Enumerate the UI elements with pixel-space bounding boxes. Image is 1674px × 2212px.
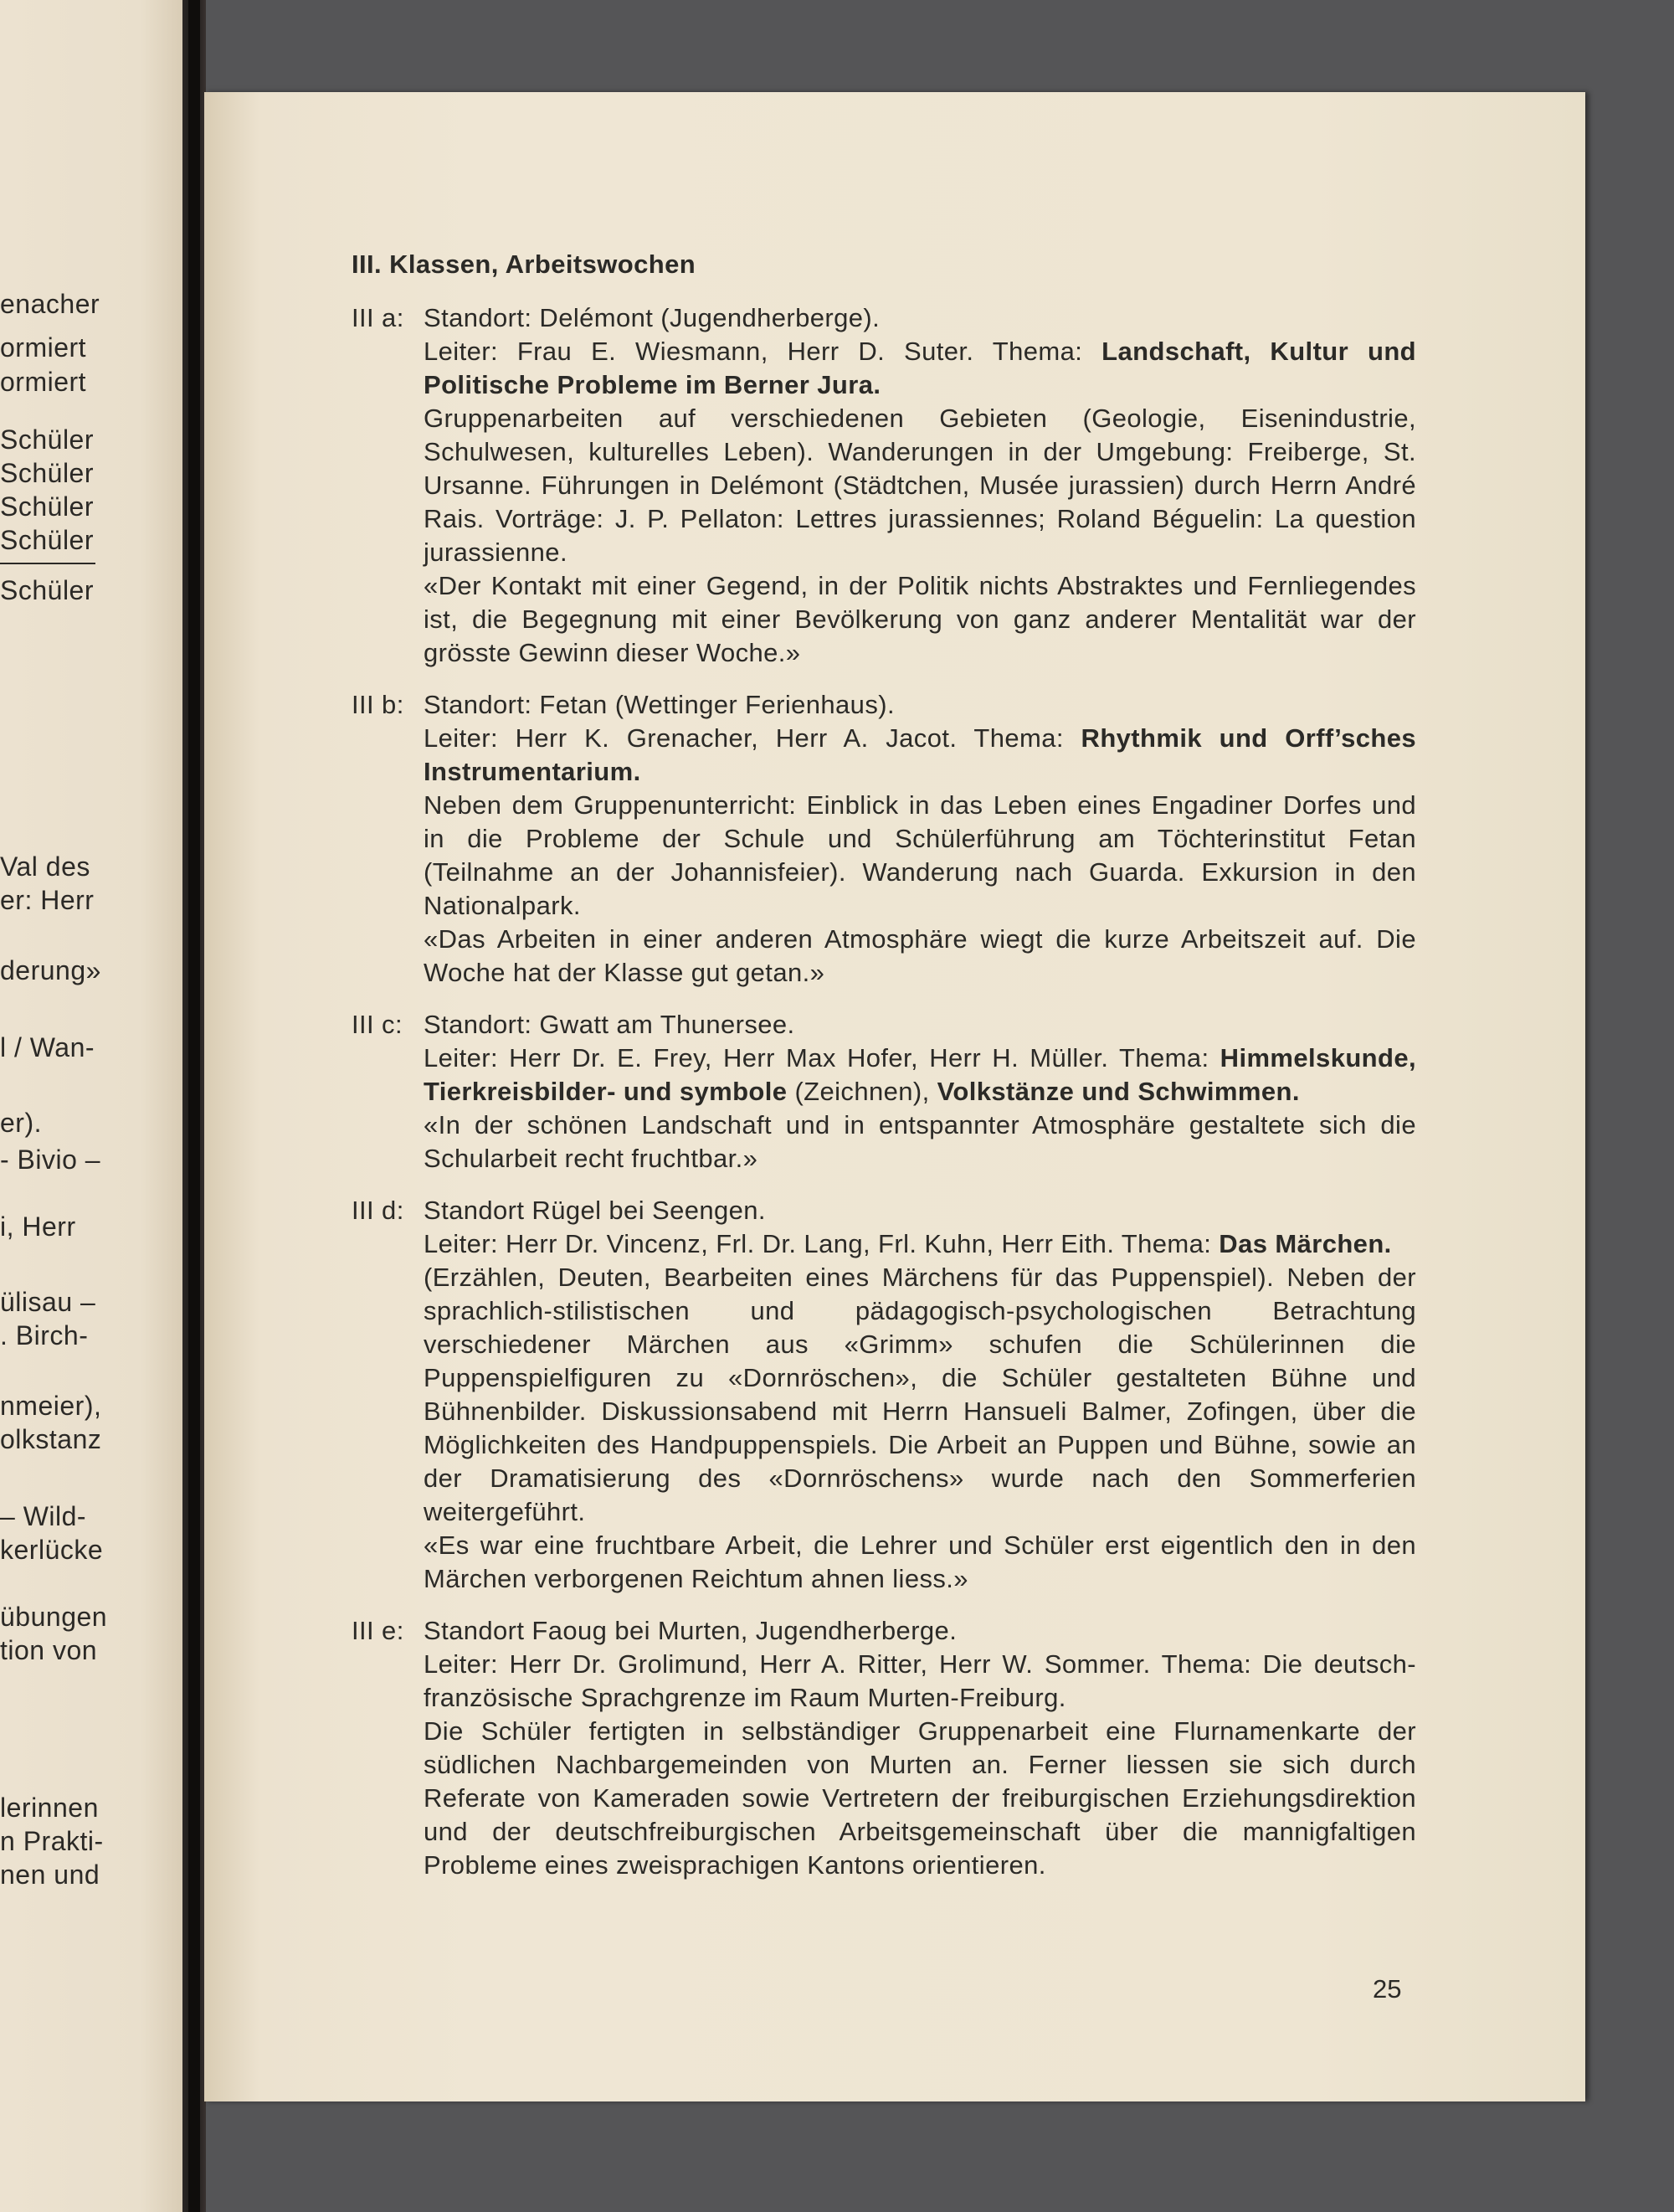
class-entry-body (424, 1008, 1416, 1175)
class-label: III a: (352, 303, 404, 332)
left-page-fragment: kerlücke (0, 1535, 104, 1565)
left-page-fragment: Val des (0, 851, 90, 882)
leiter-text: Leiter: Frau E. Wiesmann, Herr D. Suter. Thema: (424, 337, 1102, 366)
class-label: III b: (352, 690, 404, 719)
page-number: 25 (1373, 1974, 1402, 2004)
thema-bold-2: Volkstänze und Schwimmen. (937, 1077, 1300, 1106)
standort-line: Standort: Delémont (Jugendherberge). (424, 303, 881, 332)
quote: «Das Arbeiten in einer anderen Atmosphäre wiegt die kurze Arbeitszeit auf. Die Woche hat der Klasse gut getan.» (424, 924, 1416, 987)
class-label: III c: (352, 1010, 403, 1039)
left-page-fragment: ormiert (0, 332, 87, 363)
class-entry-3a (352, 301, 1416, 670)
thema-bold: Das Märchen. (1219, 1229, 1392, 1258)
leiter-text: Leiter: Herr K. Grenacher, Herr A. Jacot. Thema: (424, 723, 1081, 753)
class-label: III e: (352, 1616, 404, 1645)
left-page-fragment: Schüler (0, 491, 94, 522)
description: Neben dem Gruppenunterricht: Einblick in das Leben eines Engadiner Dorfes und in die Probleme der Schule und Schülerführung am Töchterinstitut Fetan (Teilnahme an der Johannisfeier). Wanderung nach Guarda. Exkursion in den Nationalpark. (424, 790, 1416, 920)
left-page-fragment: er). (0, 1108, 42, 1138)
thema-bold: Himmelskunde, Tierkreisbilder- und symbole (424, 1043, 1416, 1106)
left-page-fragment: - Bivio – (0, 1145, 101, 1175)
thema-text: (Zeichnen), (787, 1077, 937, 1106)
left-page-fragment: übungen (0, 1602, 108, 1632)
left-page-fragment: olkstanz (0, 1424, 102, 1454)
leiter-text: Leiter: Herr Dr. Vincenz, Frl. Dr. Lang, Frl. Kuhn, Herr Eith. Thema: (424, 1229, 1220, 1258)
standort-line: Standort Faoug bei Murten, Jugendherberge. (424, 1616, 958, 1645)
class-entry-3d (352, 1194, 1416, 1596)
class-entry-body (424, 301, 1416, 670)
left-page-fragment: tion von (0, 1635, 98, 1665)
left-page-fragment: Schüler (0, 458, 94, 488)
left-page-fragment: ülisau – (0, 1287, 96, 1317)
class-entry-body (424, 1614, 1416, 1882)
class-entry-3b (352, 688, 1416, 990)
standort-line: Standort: Fetan (Wettinger Ferienhaus). (424, 690, 895, 719)
quote: «In der schönen Landschaft und in entspannter Atmosphäre gestaltete sich die Schularbeit recht fruchtbar.» (424, 1110, 1416, 1173)
left-page-fragment: er: Herr (0, 885, 95, 915)
description: Die Schüler fertigten in selbständiger Gruppenarbeit eine Flurnamenkarte der südlichen Nachbargemeinden von Murten an. Ferner liessen sie sich durch Referate von Kameraden sowie Vertretern der freiburgischen Erziehungsdirektion und der deutschfreiburgischen Arbeitsgemeinschaft über die mannigfaltigen Probleme eines zweisprachigen Kantons orientieren. (424, 1716, 1416, 1880)
section-heading: III. Klassen, Arbeitswochen (352, 249, 696, 279)
quote: «Es war eine fruchtbare Arbeit, die Lehrer und Schüler erst eigentlich den in den Märchen verborgenen Reichtum ahnen liess.» (424, 1530, 1416, 1593)
left-page-rule (0, 563, 95, 564)
left-page-fragment: Schüler (0, 424, 94, 455)
description: (Erzählen, Deuten, Bearbeiten eines Märchens für das Puppenspiel). Neben der sprachlich-stilistischen und pädagogisch-psychologischen Betrachtung verschiedener Märchen aus «Grimm» schufen die Schülerinnen die Puppenspielfiguren zu «Dornröschen», die Schüler gestalteten Bühne und Bühnenbilder. Diskussionsabend mit Herrn Hansueli Balmer, Zofingen, über die Möglichkeiten des Handpuppenspiels. Die Arbeit an Puppen und Bühne, sowie an der Dramatisierung des «Dornröschens» wurde nach den Sommerferien weitergeführt. (424, 1263, 1416, 1526)
class-entry-3e (352, 1614, 1416, 1882)
leiter-line (424, 1227, 1416, 1261)
class-entry-body (424, 1194, 1416, 1596)
left-page-fragment: enacher (0, 289, 100, 319)
class-label: III d: (352, 1196, 404, 1225)
left-page-fragment: derung» (0, 955, 101, 985)
standort-line: Standort Rügel bei Seengen. (424, 1196, 766, 1225)
left-page-fragment: n Prakti- (0, 1826, 104, 1856)
leiter-text: Leiter: Herr Dr. E. Frey, Herr Max Hofer, Herr H. Müller. Thema: (424, 1043, 1220, 1073)
leiter-line (424, 722, 1416, 789)
left-page-fragment: Schüler (0, 525, 94, 555)
thema-bold: Rhythmik und Orff’sches Instrumentarium. (424, 723, 1416, 786)
description: Gruppenarbeiten auf verschiedenen Gebieten (Geologie, Eisenindustrie, Schulwesen, kulturelles Leben). Wanderungen in der Umgebung: Freiberge, St. Ursanne. Führungen in Delémont (Städtchen, Musée jurassien) durch Herrn André Rais. Vorträge: J. P. Pellaton: Lettres jurassiennes; Roland Béguelin: La question jurassienne. (424, 404, 1416, 567)
standort-line: Standort: Gwatt am Thunersee. (424, 1010, 795, 1039)
left-facing-page (0, 0, 201, 2212)
leiter-line: Leiter: Herr Dr. Grolimund, Herr A. Ritter, Herr W. Sommer. Thema: Die deutsch-französische Sprachgrenze im Raum Murten-Freiburg. (424, 1649, 1416, 1712)
left-page-fragment: l / Wan- (0, 1032, 95, 1062)
binding-strip (188, 0, 200, 2212)
left-page-fragment: ormiert (0, 367, 87, 397)
left-page-fragment: . Birch- (0, 1320, 89, 1350)
class-entry-body (424, 688, 1416, 990)
left-page-fragment: – Wild- (0, 1501, 87, 1531)
quote: «Der Kontakt mit einer Gegend, in der Politik nichts Abstraktes und Fernliegendes ist, die Begegnung mit einer Bevölkerung von ganz anderer Mentalität war der grösste Gewinn dieser Woche.» (424, 571, 1416, 667)
left-page-fragment: Schüler (0, 575, 94, 605)
leiter-line (424, 335, 1416, 402)
left-page-fragment: nmeier), (0, 1391, 102, 1421)
thema-bold: Landschaft, Kultur und Politische Probleme im Berner Jura. (424, 337, 1416, 399)
page-content (352, 248, 1416, 1901)
left-page-fragment: nen und (0, 1860, 100, 1890)
class-entry-3c (352, 1008, 1416, 1175)
left-page-fragment: lerinnen (0, 1793, 99, 1823)
leiter-line (424, 1042, 1416, 1109)
left-page-fragment: i, Herr (0, 1211, 76, 1242)
